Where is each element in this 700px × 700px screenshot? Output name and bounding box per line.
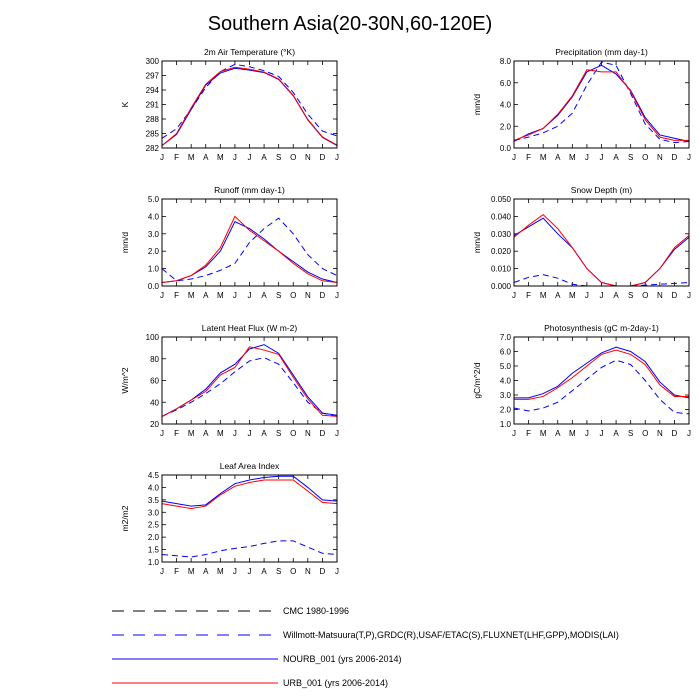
x-tick-label: J [232,153,237,162]
legend-item-urb [112,678,388,688]
x-tick-label: N [304,567,311,576]
x-tick-label: A [261,291,267,300]
panel-title: Photosynthesis (gC m-2day-1) [544,323,659,333]
y-tick-label: 1.0 [147,558,159,567]
x-tick-label: A [555,291,561,300]
panel-title: Leaf Area Index [219,461,280,471]
plot-frame [162,61,337,148]
panel-title: 2m Air Temperature (°K) [203,47,296,57]
x-tick-label: A [203,567,209,576]
legend-item-nourb [112,654,402,664]
x-tick-label: J [512,153,516,162]
y-tick-label: 6.0 [499,78,511,88]
y-tick-label: 4.0 [147,483,159,493]
x-tick-label: M [539,153,547,162]
x-tick-label: O [642,153,649,162]
x-tick-label: J [335,567,339,576]
y-axis-label: mm/d [120,231,130,254]
series-line-nourb [514,218,689,286]
y-tick-label: 6.0 [499,347,511,357]
series-line-urb [162,347,337,417]
x-tick-label: J [160,153,164,162]
x-tick-label: M [539,429,547,438]
x-tick-label: S [627,153,634,162]
x-tick-label: M [568,429,576,438]
x-tick-label: D [319,567,326,576]
x-tick-label: M [187,153,195,162]
x-tick-label: S [275,567,282,576]
series-line-nourb [162,476,337,506]
panels [120,47,691,576]
series-line-urb [162,216,337,282]
plot-frame [514,337,689,424]
panel-7 [120,461,339,576]
x-tick-label: J [335,429,339,438]
panel-3 [120,185,339,300]
legend-label: URB_001 (yrs 2006-2014) [283,678,389,688]
series-line-urb [514,215,689,286]
y-tick-label: 8.0 [499,57,511,66]
x-tick-label: J [232,567,237,576]
x-tick-label: J [160,567,164,576]
y-tick-label: 0.0 [499,144,511,153]
panel-4 [472,185,691,300]
y-tick-label: 282 [145,144,159,153]
x-tick-label: A [613,153,619,162]
y-tick-label: 300 [145,57,159,66]
x-tick-label: A [555,429,561,438]
legend-label: Willmott-Matsuura(T,P),GRDC(R),USAF/ETAC(S),FLUXNET(LHF,GPP),MODIS(LAI) [283,630,619,640]
y-tick-label: 0.040 [490,212,511,222]
x-tick-label: N [304,429,311,438]
series-line-obs [162,358,337,417]
x-tick-label: O [290,153,297,162]
figure-title: Southern Asia(20-30N,60-120E) [207,13,493,35]
y-tick-label: 297 [145,71,159,81]
legend-item-cmc [112,606,349,616]
y-tick-label: 0.0 [147,282,159,291]
x-tick-label: S [275,153,282,162]
x-tick-label: A [261,429,267,438]
series-line-obs [162,218,337,281]
x-tick-label: A [203,291,209,300]
y-tick-label: 4.0 [499,376,511,386]
x-tick-label: J [247,567,252,576]
y-tick-label: 3.0 [147,229,159,239]
x-tick-label: J [232,291,237,300]
panel-title: Snow Depth (m) [570,185,633,195]
x-tick-label: J [599,153,604,162]
y-tick-label: 5.0 [147,195,159,204]
x-tick-label: M [216,153,224,162]
x-tick-label: D [319,153,326,162]
x-tick-label: J [687,291,691,300]
panel-title: Runoff (mm day-1) [214,185,285,195]
y-tick-label: 288 [145,115,159,124]
series-line-urb [162,480,337,509]
panel-6 [472,323,691,438]
x-tick-label: M [187,567,195,576]
y-tick-label: 2.0 [499,405,511,415]
panel-5 [120,323,339,438]
series-line-urb [514,70,689,141]
x-tick-label: N [304,291,311,300]
panel-1 [120,47,339,162]
y-tick-label: 0.030 [490,229,511,239]
y-axis-label: m2/m2 [120,505,130,532]
y-tick-label: 4.0 [499,100,511,110]
y-tick-label: 3.5 [147,495,159,505]
x-tick-label: N [656,153,663,162]
x-tick-label: J [160,291,164,300]
x-tick-label: J [335,153,339,162]
x-tick-label: F [174,567,180,576]
panel-title: Precipitation (mm day-1) [555,47,648,57]
panel-2 [472,47,691,162]
x-tick-label: J [687,429,691,438]
y-tick-label: 20 [150,420,159,429]
y-tick-label: 3.0 [499,391,511,400]
x-tick-label: D [671,153,678,162]
x-tick-label: J [512,429,516,438]
plot-frame [514,61,689,148]
x-tick-label: F [174,429,180,438]
x-tick-label: S [275,291,282,300]
x-tick-label: A [203,429,209,438]
x-tick-label: F [526,429,532,438]
x-tick-label: J [160,429,164,438]
y-axis-label: mm/d [472,231,482,254]
x-tick-label: N [656,291,663,300]
y-tick-label: 4.5 [147,471,159,480]
x-tick-label: J [599,429,604,438]
y-tick-label: 2.0 [147,533,159,543]
x-tick-label: D [319,429,326,438]
x-tick-label: A [261,153,267,162]
x-tick-label: J [335,291,339,300]
x-tick-label: J [232,429,237,438]
x-tick-label: J [512,291,516,300]
y-axis-label: gC/m^2/d [472,362,482,399]
x-tick-label: A [613,429,619,438]
x-tick-label: J [247,153,252,162]
y-tick-label: 2.0 [147,247,159,257]
y-tick-label: 80 [150,354,159,364]
y-tick-label: 1.5 [147,545,159,555]
x-tick-label: M [539,291,547,300]
legend-label: CMC 1980-1996 [283,606,350,616]
panel-title: Latent Heat Flux (W m-2) [201,323,298,333]
y-axis-label: W/m^2 [120,367,130,394]
x-tick-label: O [642,291,649,300]
x-tick-label: J [687,153,691,162]
plot-frame [514,199,689,286]
y-tick-label: 1.0 [499,420,511,429]
x-tick-label: J [247,291,252,300]
y-tick-label: 2.0 [499,122,511,132]
x-tick-label: M [187,429,195,438]
plot-frame [162,475,337,562]
y-tick-label: 1.0 [147,264,159,274]
x-tick-label: A [613,291,619,300]
x-tick-label: D [671,429,678,438]
x-tick-label: S [627,291,634,300]
x-tick-label: D [671,291,678,300]
y-tick-label: 285 [145,129,159,139]
x-tick-label: M [568,153,576,162]
y-axis-label: K [120,101,130,108]
y-tick-label: 100 [145,333,159,342]
x-tick-label: J [599,291,604,300]
x-tick-label: O [290,291,297,300]
y-tick-label: 7.0 [499,333,511,342]
series-line-obs [162,541,337,557]
y-tick-label: 4.0 [147,212,159,222]
y-tick-label: 0.000 [490,282,511,291]
x-tick-label: D [319,291,326,300]
x-tick-label: O [290,567,297,576]
x-tick-label: F [526,153,532,162]
x-tick-label: M [216,567,224,576]
x-tick-label: J [584,153,589,162]
series-line-urb [162,67,337,145]
y-tick-label: 2.5 [147,520,159,530]
series-line-urb [514,350,689,399]
series-line-obs [162,64,337,138]
x-tick-label: J [584,429,589,438]
x-tick-label: N [304,153,311,162]
y-tick-label: 3.0 [147,508,159,518]
series-line-nourb [162,345,337,417]
series-line-nourb [162,68,337,145]
y-tick-label: 291 [145,100,159,110]
x-tick-label: N [656,429,663,438]
y-axis-label: mm/d [472,93,482,116]
y-tick-label: 60 [150,376,159,386]
x-tick-label: F [526,291,532,300]
legend-label: NOURB_001 (yrs 2006-2014) [283,654,402,664]
y-tick-label: 0.050 [490,195,511,204]
x-tick-label: S [275,429,282,438]
x-tick-label: A [203,153,209,162]
y-tick-label: 40 [150,398,159,408]
x-tick-label: F [174,153,180,162]
y-tick-label: 0.010 [490,264,511,274]
x-tick-label: M [216,429,224,438]
x-tick-label: F [174,291,180,300]
legend [112,606,619,688]
series-line-obs [514,62,689,142]
x-tick-label: A [555,153,561,162]
x-tick-label: O [642,429,649,438]
y-tick-label: 5.0 [499,362,511,371]
x-tick-label: M [216,291,224,300]
x-tick-label: A [261,567,267,576]
x-tick-label: J [584,291,589,300]
plot-frame [162,337,337,424]
x-tick-label: M [187,291,195,300]
x-tick-label: O [290,429,297,438]
y-tick-label: 0.020 [490,247,511,257]
x-tick-label: S [627,429,634,438]
legend-item-obs [112,630,619,640]
x-tick-label: M [568,291,576,300]
y-tick-label: 294 [145,86,159,95]
x-tick-label: J [247,429,252,438]
